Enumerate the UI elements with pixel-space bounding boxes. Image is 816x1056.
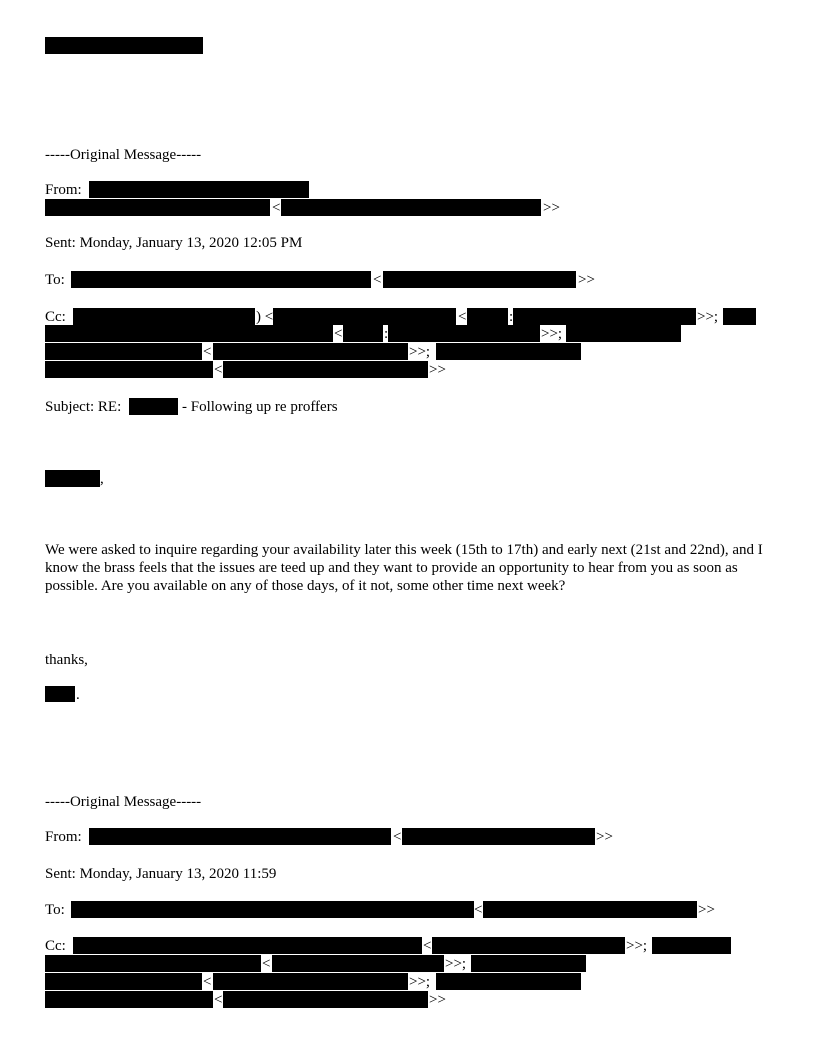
msg2-cc-redaction [652,937,731,954]
msg2-cc-lt: < [214,992,223,1008]
msg1-body: We were asked to inquire regarding your availability later this week (15th to 17th) and early next (21st and 22nd), and I know the brass feels that the issues are teed up and they want to provide an opportunity to hear from you as soon as possible. Are you available on any of those days, of it not, some other time next week? [45,542,763,594]
msg1-cc-redaction [213,343,408,360]
msg2-cc-redaction [223,991,428,1008]
msg1-cc-redaction [388,325,540,342]
msg1-to-redaction-1 [71,271,371,288]
msg1-cc-label: Cc: [45,309,66,325]
msg2-cc-lt: < [262,956,271,972]
msg2-cc-redaction [471,955,586,972]
msg1-greeting-redaction [45,470,100,487]
msg2-to-redaction-2 [483,901,697,918]
msg1-to-lt: < [373,272,382,288]
msg1-cc-redaction [45,343,202,360]
msg1-subject-suffix: - Following up re proffers [182,399,338,415]
msg1-cc-redaction [436,343,581,360]
msg1-cc-redaction [45,361,213,378]
msg1-cc-redaction [513,308,696,325]
msg1-cc-gt: >> [429,362,446,378]
header-redaction [45,37,203,54]
msg1-cc-lt: < [334,326,343,342]
msg1-cc-colon: : [384,326,389,342]
msg1-cc-lt: < [203,344,212,360]
msg1-from-lt: < [272,200,281,216]
msg2-cc-lt: < [423,938,432,954]
msg1-from-redaction-2 [45,199,270,216]
msg1-cc-redaction [723,308,756,325]
msg1-sent: Sent: Monday, January 13, 2020 12:05 PM [45,235,303,251]
msg2-from-label: From: [45,829,82,845]
msg2-from-lt: < [393,829,402,845]
msg1-cc-paren: ) < [256,309,274,325]
msg1-cc-lt: < [214,362,223,378]
msg1-subject-redaction [129,398,178,415]
msg2-to-label: To: [45,902,65,918]
msg2-cc-gtsemi: >>; [626,938,648,954]
msg1-cc-redaction [566,325,681,342]
msg2-cc-gt: >> [429,992,446,1008]
msg1-cc-lt: < [458,309,467,325]
msg1-cc-gtsemi: >>; [541,326,563,342]
msg2-cc-gtsemi: >>; [409,974,431,990]
msg1-signoff: thanks, [45,652,88,668]
msg1-subject-prefix: Subject: RE: [45,399,122,415]
msg1-separator: -----Original Message----- [45,147,202,163]
msg1-sign-period: . [76,687,80,703]
msg1-from-gt: >> [543,200,560,216]
msg1-from-redaction-3 [281,199,541,216]
msg2-from-redaction-1 [89,828,391,845]
msg1-cc-redaction [73,308,255,325]
msg1-to-redaction-2 [383,271,576,288]
msg2-cc-redaction [45,973,202,990]
msg1-from-label: From: [45,182,82,198]
msg1-cc-redaction [45,325,333,342]
msg1-cc-gtsemi: >>; [697,309,719,325]
msg2-sent: Sent: Monday, January 13, 2020 11:59 [45,866,277,882]
msg1-cc-colon: : [509,309,514,325]
msg2-cc-redaction [436,973,581,990]
msg2-from-redaction-2 [402,828,595,845]
msg1-to-gt: >> [578,272,595,288]
msg1-greeting-comma: , [100,471,104,487]
msg1-to-label: To: [45,272,65,288]
msg2-to-lt: < [474,902,483,918]
msg1-cc-redaction [223,361,428,378]
msg2-cc-label: Cc: [45,938,66,954]
msg2-cc-gtsemi: >>; [445,956,467,972]
msg2-cc-redaction [45,991,213,1008]
msg1-cc-redaction [467,308,508,325]
msg2-cc-redaction [73,937,422,954]
msg2-separator: -----Original Message----- [45,794,202,810]
msg1-cc-redaction [273,308,456,325]
msg1-cc-gtsemi: >>; [409,344,431,360]
msg2-cc-redaction [213,973,408,990]
msg2-cc-redaction [432,937,625,954]
msg2-cc-lt: < [203,974,212,990]
msg2-cc-redaction [272,955,444,972]
msg2-to-gt: >> [698,902,715,918]
msg2-cc-redaction [45,955,261,972]
msg1-from-redaction-1 [89,181,309,198]
msg1-cc-redaction [343,325,383,342]
msg1-signature-redaction [45,686,75,702]
msg2-from-gt: >> [596,829,613,845]
msg2-to-redaction-1 [71,901,474,918]
